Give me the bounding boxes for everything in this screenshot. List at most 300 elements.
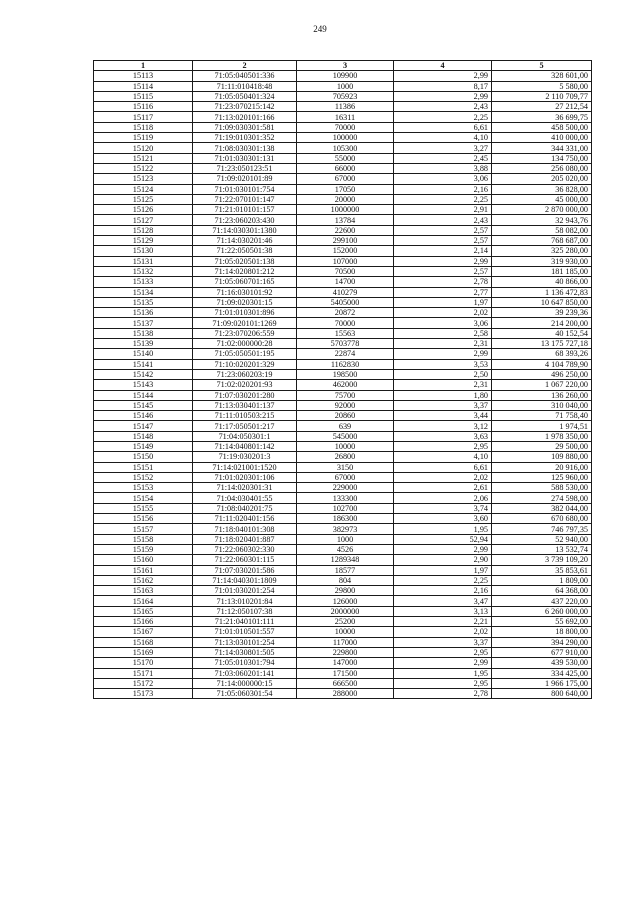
table-row (94, 668, 592, 678)
cadastral-value-cell: 58 082,00 (492, 225, 592, 235)
area-cell: 5405000 (297, 297, 394, 307)
specific-value-cell: 2,90 (394, 555, 492, 565)
table-row (94, 308, 592, 318)
area-cell: 1162830 (297, 359, 394, 369)
specific-value-cell: 8,17 (394, 81, 492, 91)
specific-value-cell: 2,95 (394, 647, 492, 657)
specific-value-cell: 2,43 (394, 215, 492, 225)
cadastral-number-cell: 71:01:030101:754 (193, 184, 297, 194)
area-cell: 1289348 (297, 555, 394, 565)
specific-value-cell: 3,88 (394, 163, 492, 173)
table-row (94, 617, 592, 627)
row-number-cell: 15156 (94, 514, 193, 524)
table-row (94, 586, 592, 596)
specific-value-cell: 52,94 (394, 534, 492, 544)
table-body (94, 71, 592, 699)
cadastral-value-cell: 458 500,00 (492, 122, 592, 132)
area-cell: 545000 (297, 431, 394, 441)
specific-value-cell: 2,02 (394, 308, 492, 318)
area-cell: 804 (297, 575, 394, 585)
row-number-cell: 15132 (94, 266, 193, 276)
cadastral-value-cell: 310 040,00 (492, 400, 592, 410)
row-number-cell: 15171 (94, 668, 193, 678)
table-row (94, 71, 592, 81)
cadastral-number-cell: 71:04:050301:1 (193, 431, 297, 441)
area-cell: 1000 (297, 81, 394, 91)
specific-value-cell: 2,02 (394, 472, 492, 482)
area-cell: 20872 (297, 308, 394, 318)
specific-value-cell: 6,61 (394, 122, 492, 132)
cadastral-value-cell: 1 974,51 (492, 421, 592, 431)
table-row (94, 133, 592, 143)
area-cell: 17050 (297, 184, 394, 194)
area-cell: 382973 (297, 524, 394, 534)
specific-value-cell: 3,37 (394, 400, 492, 410)
area-cell: 70000 (297, 318, 394, 328)
row-number-cell: 15114 (94, 81, 193, 91)
cadastral-number-cell: 71:01:010301:896 (193, 308, 297, 318)
specific-value-cell: 2,16 (394, 586, 492, 596)
table-row (94, 225, 592, 235)
area-cell: 666500 (297, 678, 394, 688)
cadastral-value-cell: 32 943,76 (492, 215, 592, 225)
row-number-cell: 15150 (94, 452, 193, 462)
row-number-cell: 15159 (94, 544, 193, 554)
cadastral-number-cell: 71:13:010201:84 (193, 596, 297, 606)
cadastral-value-cell: 670 680,00 (492, 514, 592, 524)
table-row (94, 658, 592, 668)
row-number-cell: 15116 (94, 102, 193, 112)
area-cell: 67000 (297, 174, 394, 184)
specific-value-cell: 2,31 (394, 380, 492, 390)
specific-value-cell: 1,95 (394, 524, 492, 534)
cadastral-number-cell: 71:05:050401:324 (193, 91, 297, 101)
specific-value-cell: 2,99 (394, 71, 492, 81)
table-row (94, 565, 592, 575)
cadastral-number-cell: 71:05:040501:336 (193, 71, 297, 81)
specific-value-cell: 2,57 (394, 266, 492, 276)
specific-value-cell: 3,27 (394, 143, 492, 153)
cadastral-value-cell: 109 880,00 (492, 452, 592, 462)
cadastral-number-cell: 71:02:000000:28 (193, 339, 297, 349)
row-number-cell: 15122 (94, 163, 193, 173)
cadastral-number-cell: 71:07:030201:280 (193, 390, 297, 400)
cadastral-value-cell: 181 185,00 (492, 266, 592, 276)
cadastral-value-cell: 64 368,00 (492, 586, 592, 596)
cadastral-number-cell: 71:01:030201:254 (193, 586, 297, 596)
specific-value-cell: 2,25 (394, 112, 492, 122)
row-number-cell: 15141 (94, 359, 193, 369)
specific-value-cell: 2,16 (394, 184, 492, 194)
cadastral-number-cell: 71:09:030301:581 (193, 122, 297, 132)
column-header-1: 1 (94, 61, 193, 71)
table-row (94, 174, 592, 184)
cadastral-value-cell: 2 870 000,00 (492, 205, 592, 215)
column-header-3: 3 (297, 61, 394, 71)
row-number-cell: 15137 (94, 318, 193, 328)
row-number-cell: 15124 (94, 184, 193, 194)
table-row (94, 544, 592, 554)
table-row (94, 205, 592, 215)
cadastral-value-cell: 205 020,00 (492, 174, 592, 184)
cadastral-number-cell: 71:11:010503:215 (193, 411, 297, 421)
cadastral-number-cell: 71:13:030101:254 (193, 637, 297, 647)
cadastral-number-cell: 71:05:020501:138 (193, 256, 297, 266)
table-row (94, 297, 592, 307)
area-cell: 10000 (297, 627, 394, 637)
cadastral-value-cell: 768 687,00 (492, 236, 592, 246)
specific-value-cell: 2,99 (394, 349, 492, 359)
cadastral-number-cell: 71:01:030301:131 (193, 153, 297, 163)
table-row (94, 277, 592, 287)
area-cell: 133300 (297, 493, 394, 503)
row-number-cell: 15120 (94, 143, 193, 153)
row-number-cell: 15145 (94, 400, 193, 410)
specific-value-cell: 3,37 (394, 637, 492, 647)
table-row (94, 122, 592, 132)
row-number-cell: 15169 (94, 647, 193, 657)
cadastral-value-cell: 3 739 109,20 (492, 555, 592, 565)
row-number-cell: 15134 (94, 287, 193, 297)
cadastral-number-cell: 71:09:020101:89 (193, 174, 297, 184)
cadastral-number-cell: 71:21:040101:111 (193, 617, 297, 627)
specific-value-cell: 2,57 (394, 236, 492, 246)
row-number-cell: 15133 (94, 277, 193, 287)
cadastral-number-cell: 71:05:010301:794 (193, 658, 297, 668)
row-number-cell: 15168 (94, 637, 193, 647)
cadastral-number-cell: 71:14:020801:212 (193, 266, 297, 276)
area-cell: 639 (297, 421, 394, 431)
area-cell: 20000 (297, 194, 394, 204)
row-number-cell: 15126 (94, 205, 193, 215)
table-header (94, 61, 592, 71)
table-row (94, 431, 592, 441)
cadastral-value-cell: 40 866,00 (492, 277, 592, 287)
cadastral-value-cell: 325 280,00 (492, 246, 592, 256)
specific-value-cell: 2,95 (394, 441, 492, 451)
cadastral-value-cell: 136 260,00 (492, 390, 592, 400)
specific-value-cell: 2,77 (394, 287, 492, 297)
cadastral-value-cell: 1 966 175,00 (492, 678, 592, 688)
table-row (94, 143, 592, 153)
cadastral-value-cell: 36 699,75 (492, 112, 592, 122)
cadastral-value-cell: 5 580,00 (492, 81, 592, 91)
table-row (94, 534, 592, 544)
cadastral-number-cell: 71:14:021001:1520 (193, 462, 297, 472)
specific-value-cell: 3,13 (394, 606, 492, 616)
cadastral-number-cell: 71:14:030201:46 (193, 236, 297, 246)
cadastral-value-cell: 214 200,00 (492, 318, 592, 328)
row-number-cell: 15143 (94, 380, 193, 390)
area-cell: 70500 (297, 266, 394, 276)
row-number-cell: 15167 (94, 627, 193, 637)
cadastral-number-cell: 71:14:040301:1809 (193, 575, 297, 585)
cadastral-number-cell: 71:19:010301:352 (193, 133, 297, 143)
cadastral-value-table (93, 60, 592, 699)
table-row (94, 184, 592, 194)
specific-value-cell: 1,80 (394, 390, 492, 400)
cadastral-value-cell: 410 000,00 (492, 133, 592, 143)
area-cell: 705923 (297, 91, 394, 101)
area-cell: 1000 (297, 534, 394, 544)
cadastral-value-cell: 39 239,36 (492, 308, 592, 318)
specific-value-cell: 1,97 (394, 565, 492, 575)
cadastral-value-cell: 35 853,61 (492, 565, 592, 575)
cadastral-value-cell: 45 000,00 (492, 194, 592, 204)
area-cell: 102700 (297, 503, 394, 513)
cadastral-number-cell: 71:22:060301:115 (193, 555, 297, 565)
specific-value-cell: 3,63 (394, 431, 492, 441)
specific-value-cell: 2,43 (394, 102, 492, 112)
area-cell: 105300 (297, 143, 394, 153)
table-row (94, 493, 592, 503)
cadastral-number-cell: 71:23:050123:51 (193, 163, 297, 173)
row-number-cell: 15146 (94, 411, 193, 421)
table-row (94, 194, 592, 204)
row-number-cell: 15158 (94, 534, 193, 544)
table-row (94, 236, 592, 246)
area-cell: 22600 (297, 225, 394, 235)
cadastral-value-cell: 344 331,00 (492, 143, 592, 153)
specific-value-cell: 6,61 (394, 462, 492, 472)
specific-value-cell: 2,99 (394, 658, 492, 668)
row-number-cell: 15173 (94, 689, 193, 699)
cadastral-value-cell: 27 212,54 (492, 102, 592, 112)
row-number-cell: 15149 (94, 441, 193, 451)
row-number-cell: 15166 (94, 617, 193, 627)
cadastral-number-cell: 71:08:040201:75 (193, 503, 297, 513)
area-cell: 5703778 (297, 339, 394, 349)
area-cell: 171500 (297, 668, 394, 678)
cadastral-number-cell: 71:22:050501:38 (193, 246, 297, 256)
specific-value-cell: 2,57 (394, 225, 492, 235)
cadastral-value-cell: 1 809,00 (492, 575, 592, 585)
cadastral-value-cell: 677 910,00 (492, 647, 592, 657)
specific-value-cell: 4,10 (394, 452, 492, 462)
cadastral-value-cell: 10 647 850,00 (492, 297, 592, 307)
cadastral-value-cell: 334 425,00 (492, 668, 592, 678)
page-number: 249 (313, 24, 327, 34)
specific-value-cell: 2,61 (394, 483, 492, 493)
table-row (94, 647, 592, 657)
cadastral-number-cell: 71:23:060203:19 (193, 369, 297, 379)
cadastral-number-cell: 71:02:020201:93 (193, 380, 297, 390)
cadastral-number-cell: 71:07:030201:586 (193, 565, 297, 575)
cadastral-value-cell: 382 044,00 (492, 503, 592, 513)
table-row (94, 359, 592, 369)
cadastral-number-cell: 71:23:070206:559 (193, 328, 297, 338)
table-row (94, 153, 592, 163)
row-number-cell: 15138 (94, 328, 193, 338)
table-row (94, 472, 592, 482)
table-row (94, 524, 592, 534)
area-cell: 18577 (297, 565, 394, 575)
specific-value-cell: 1,95 (394, 668, 492, 678)
cadastral-value-cell: 36 828,00 (492, 184, 592, 194)
area-cell: 67000 (297, 472, 394, 482)
row-number-cell: 15170 (94, 658, 193, 668)
column-header-2: 2 (193, 61, 297, 71)
row-number-cell: 15127 (94, 215, 193, 225)
cadastral-value-cell: 40 152,54 (492, 328, 592, 338)
cadastral-value-cell: 1 067 220,00 (492, 380, 592, 390)
specific-value-cell: 2,50 (394, 369, 492, 379)
specific-value-cell: 1,97 (394, 297, 492, 307)
cadastral-value-cell: 496 250,00 (492, 369, 592, 379)
row-number-cell: 15148 (94, 431, 193, 441)
row-number-cell: 15128 (94, 225, 193, 235)
cadastral-value-cell: 134 750,00 (492, 153, 592, 163)
specific-value-cell: 2,58 (394, 328, 492, 338)
area-cell: 11386 (297, 102, 394, 112)
cadastral-number-cell: 71:11:020401:156 (193, 514, 297, 524)
cadastral-number-cell: 71:13:030401:137 (193, 400, 297, 410)
table-row (94, 689, 592, 699)
specific-value-cell: 2,91 (394, 205, 492, 215)
cadastral-number-cell: 71:01:010501:557 (193, 627, 297, 637)
specific-value-cell: 2,25 (394, 194, 492, 204)
table-row (94, 411, 592, 421)
area-cell: 92000 (297, 400, 394, 410)
cadastral-number-cell: 71:09:020301:15 (193, 297, 297, 307)
cadastral-number-cell: 71:22:070101:147 (193, 194, 297, 204)
area-cell: 75700 (297, 390, 394, 400)
row-number-cell: 15151 (94, 462, 193, 472)
area-cell: 109900 (297, 71, 394, 81)
row-number-cell: 15123 (94, 174, 193, 184)
cadastral-number-cell: 71:05:050501:195 (193, 349, 297, 359)
specific-value-cell: 3,06 (394, 318, 492, 328)
specific-value-cell: 2,21 (394, 617, 492, 627)
cadastral-value-cell: 13 175 727,18 (492, 339, 592, 349)
row-number-cell: 15136 (94, 308, 193, 318)
specific-value-cell: 2,06 (394, 493, 492, 503)
cadastral-number-cell: 71:17:050501:217 (193, 421, 297, 431)
area-cell: 107000 (297, 256, 394, 266)
specific-value-cell: 2,25 (394, 575, 492, 585)
cadastral-value-cell: 13 532,74 (492, 544, 592, 554)
table-row (94, 606, 592, 616)
table-row (94, 266, 592, 276)
table-row (94, 421, 592, 431)
area-cell: 229000 (297, 483, 394, 493)
area-cell: 462000 (297, 380, 394, 390)
specific-value-cell: 3,44 (394, 411, 492, 421)
table-row (94, 287, 592, 297)
specific-value-cell: 2,31 (394, 339, 492, 349)
area-cell: 186300 (297, 514, 394, 524)
cadastral-number-cell: 71:14:020301:31 (193, 483, 297, 493)
row-number-cell: 15147 (94, 421, 193, 431)
table-row (94, 462, 592, 472)
table-row (94, 390, 592, 400)
specific-value-cell: 2,99 (394, 544, 492, 554)
specific-value-cell: 2,14 (394, 246, 492, 256)
row-number-cell: 15142 (94, 369, 193, 379)
cadastral-number-cell: 71:23:070215:142 (193, 102, 297, 112)
row-number-cell: 15152 (94, 472, 193, 482)
cadastral-number-cell: 71:12:050107:38 (193, 606, 297, 616)
area-cell: 100000 (297, 133, 394, 143)
area-cell: 25200 (297, 617, 394, 627)
specific-value-cell: 3,74 (394, 503, 492, 513)
specific-value-cell: 3,60 (394, 514, 492, 524)
row-number-cell: 15119 (94, 133, 193, 143)
area-cell: 70000 (297, 122, 394, 132)
area-cell: 15563 (297, 328, 394, 338)
cadastral-number-cell: 71:10:020201:329 (193, 359, 297, 369)
row-number-cell: 15165 (94, 606, 193, 616)
table-row (94, 555, 592, 565)
area-cell: 410279 (297, 287, 394, 297)
cadastral-value-cell: 68 393,26 (492, 349, 592, 359)
cadastral-value-cell: 319 930,00 (492, 256, 592, 266)
table-row (94, 369, 592, 379)
cadastral-value-cell: 20 916,00 (492, 462, 592, 472)
cadastral-value-cell: 2 110 709,77 (492, 91, 592, 101)
cadastral-value-cell: 71 758,40 (492, 411, 592, 421)
table-row (94, 380, 592, 390)
area-cell: 20860 (297, 411, 394, 421)
table-row (94, 503, 592, 513)
row-number-cell: 15144 (94, 390, 193, 400)
table-row (94, 318, 592, 328)
cadastral-number-cell: 71:22:060302:330 (193, 544, 297, 554)
cadastral-value-cell: 1 978 350,00 (492, 431, 592, 441)
cadastral-number-cell: 71:03:060201:141 (193, 668, 297, 678)
row-number-cell: 15139 (94, 339, 193, 349)
area-cell: 2000000 (297, 606, 394, 616)
table-row (94, 256, 592, 266)
table-row (94, 349, 592, 359)
table-row (94, 596, 592, 606)
cadastral-number-cell: 71:08:030301:138 (193, 143, 297, 153)
cadastral-number-cell: 71:18:040101:308 (193, 524, 297, 534)
table-row (94, 637, 592, 647)
cadastral-value-cell: 55 692,00 (492, 617, 592, 627)
row-number-cell: 15154 (94, 493, 193, 503)
row-number-cell: 15130 (94, 246, 193, 256)
specific-value-cell: 2,95 (394, 678, 492, 688)
cadastral-value-cell: 1 136 472,83 (492, 287, 592, 297)
cadastral-value-cell: 800 640,00 (492, 689, 592, 699)
area-cell: 55000 (297, 153, 394, 163)
area-cell: 13784 (297, 215, 394, 225)
row-number-cell: 15118 (94, 122, 193, 132)
table-row (94, 575, 592, 585)
table-row (94, 112, 592, 122)
area-cell: 147000 (297, 658, 394, 668)
area-cell: 288000 (297, 689, 394, 699)
area-cell: 26800 (297, 452, 394, 462)
table-row (94, 400, 592, 410)
cadastral-number-cell: 71:14:030801:505 (193, 647, 297, 657)
area-cell: 4526 (297, 544, 394, 554)
specific-value-cell: 3,06 (394, 174, 492, 184)
table-row (94, 91, 592, 101)
cadastral-number-cell: 71:16:030101:92 (193, 287, 297, 297)
table-row (94, 163, 592, 173)
cadastral-value-cell: 52 940,00 (492, 534, 592, 544)
specific-value-cell: 3,47 (394, 596, 492, 606)
cadastral-number-cell: 71:14:000000:15 (193, 678, 297, 688)
table-row (94, 215, 592, 225)
area-cell: 299100 (297, 236, 394, 246)
cadastral-value-cell: 4 104 789,90 (492, 359, 592, 369)
table-row (94, 514, 592, 524)
row-number-cell: 15115 (94, 91, 193, 101)
specific-value-cell: 3,12 (394, 421, 492, 431)
